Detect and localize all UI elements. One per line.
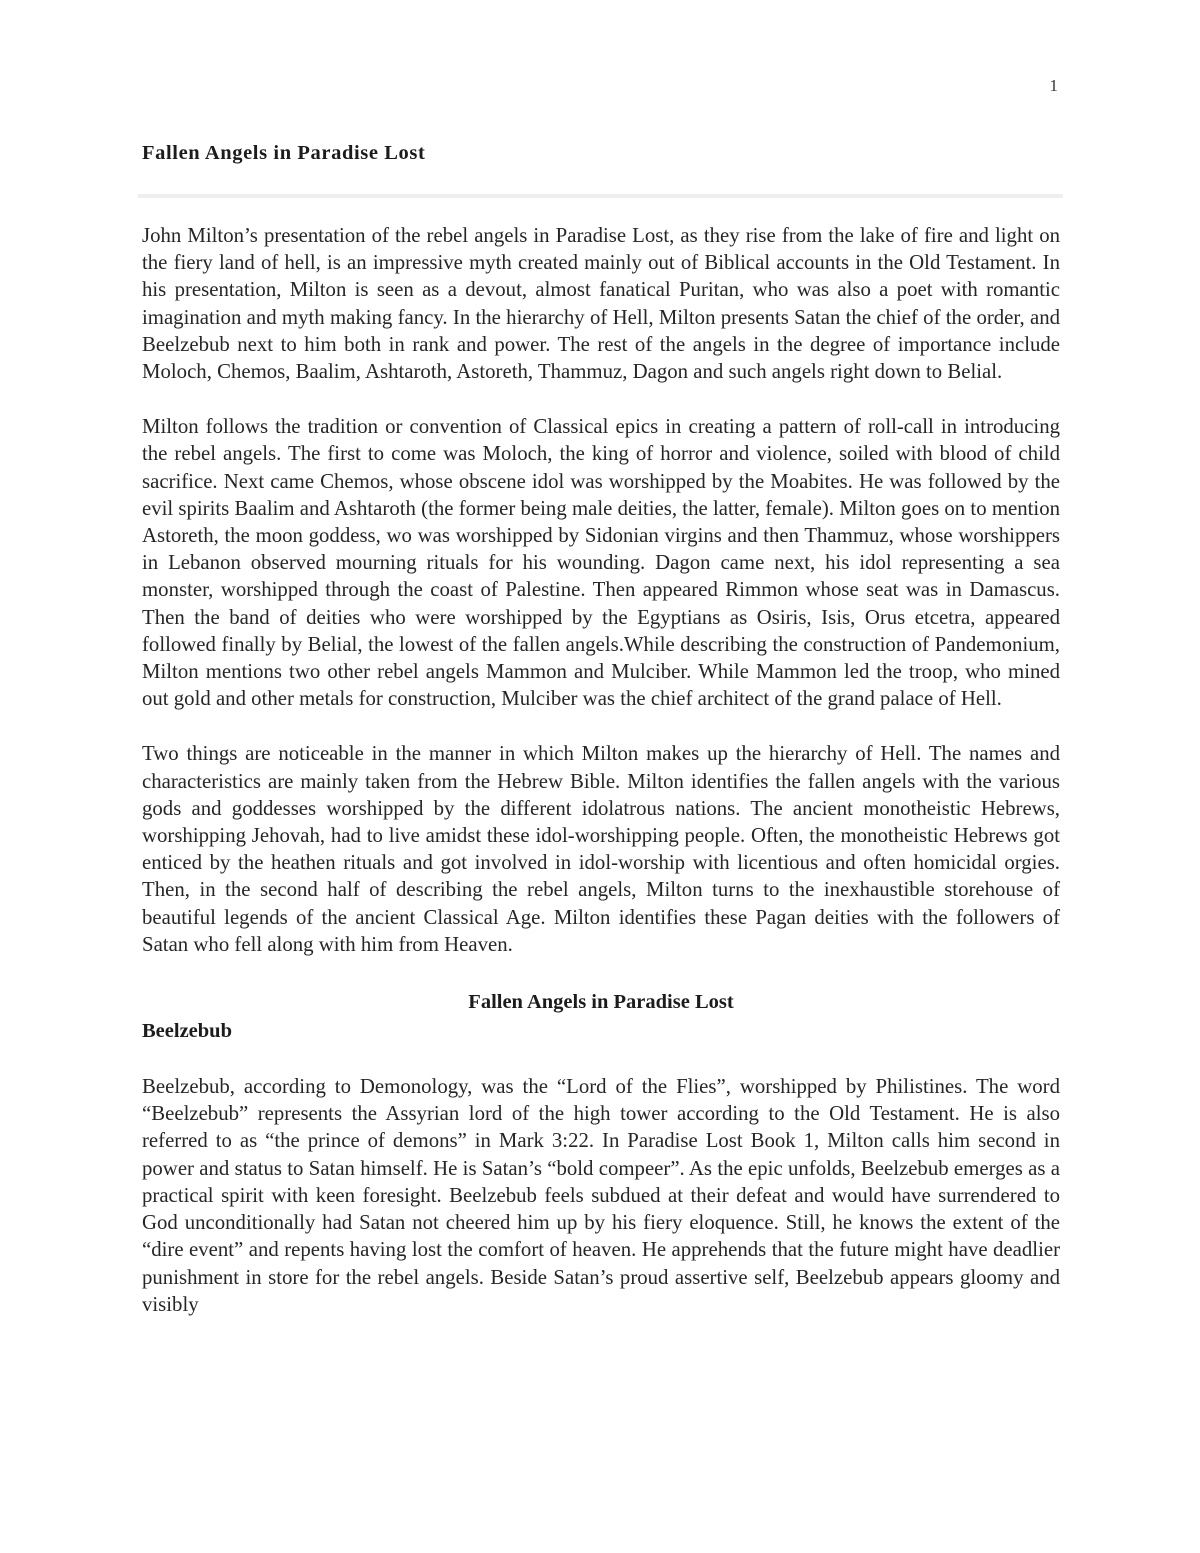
page-number: 1 (1049, 76, 1058, 95)
section-title: Fallen Angels in Paradise Lost (468, 991, 734, 1014)
subheading-beelzebub: Beelzebub (142, 1020, 232, 1043)
document-body (142, 222, 1060, 1318)
paragraph-intro: John Milton’s presentation of the rebel angels in Paradise Lost, as they rise from the lake of fire and light on the fiery land of hell, is an impressive myth created mainly out of Biblical accounts in the Old Testament. In his presentation, Milton is seen as a devout, almost fanatical Puritan, who was also a poet with romantic imagination and myth making fancy. In the hierarchy of Hell, Milton presents Satan the chief of the order, and Beelzebub next to him both in rank and power. The rest of the angels in the degree of importance include Moloch, Chemos, Baalim, Ashtaroth, Astoreth, Thammuz, Dagon and such angels right down to Belial. (142, 224, 1060, 384)
paragraph-beelzebub: Beelzebub, according to Demonology, was the “Lord of the Flies”, worshipped by Philistines. The word “Beelzebub” represents the Assyrian lord of the high tower according to the Old Testament. He is also referred to as “the prince of demons” in Mark 3:22. In Paradise Lost Book 1, Milton calls him second in power and status to Satan himself. He is Satan’s “bold compeer”. As the epic unfolds, Beelzebub emerges as a practical spirit with keen foresight. Beelzebub feels subdued at their defeat and would have surrendered to God unconditionally had Satan not cheered him up by his fiery eloquence. Still, he knows the extent of the “dire event” and repents having lost the comfort of heaven. He apprehends that the future might have deadlier punishment in store for the rebel angels. Beside Satan’s proud assertive self, Beelzebub appears gloomy and visibly (142, 1075, 1060, 1316)
paragraph-hierarchy: Two things are noticeable in the manner in which Milton makes up the hierarchy of Hell. The names and characteristics are mainly taken from the Hebrew Bible. Milton identifies the fallen angels with the various gods and goddesses worshipped by the different idolatrous nations. The ancient monotheistic Hebrews, worshipping Jehovah, had to live amidst these idol-worshipping people. Often, the monotheistic Hebrews got enticed by the heathen rituals and got involved in idol-worship with licentious and often homicidal orgies. Then, in the second half of describing the rebel angels, Milton turns to the inexhaustible storehouse of beautiful legends of the ancient Classical Age. Milton identifies these Pagan deities with the followers of Satan who fell along with him from Heaven. (142, 742, 1060, 956)
document-title: Fallen Angels in Paradise Lost (142, 142, 426, 164)
paragraph-roll-call: Milton follows the tradition or convention of Classical epics in creating a pattern of roll-call in introducing the rebel angels. The first to come was Moloch, the king of horror and violence, soiled with blood of child sacrifice. Next came Chemos, whose obscene idol was worshipped by the Moabites. He was followed by the evil spirits Baalim and Ashtaroth (the former being male deities, the latter, female). Milton goes on to mention Astoreth, the moon goddess, wo was worshipped by Sidonian virgins and then Thammuz, whose worshippers in Lebanon observed mourning rituals for his wounding. Dagon came next, his idol representing a sea monster, worshipped through the coast of Palestine. Then appeared Rimmon whose seat was in Damascus. Then the band of deities who were worshipped by the Egyptians as Osiris, Isis, Orus etcetra, appeared followed finally by Belial, the lowest of the fallen angels.While describing the construction of Pandemonium, Milton mentions two other rebel angels Mammon and Mulciber. While Mammon led the troop, who mined out gold and other metals for construction, Mulciber was the chief architect of the grand palace of Hell. (142, 415, 1060, 711)
title-divider (138, 194, 1063, 198)
